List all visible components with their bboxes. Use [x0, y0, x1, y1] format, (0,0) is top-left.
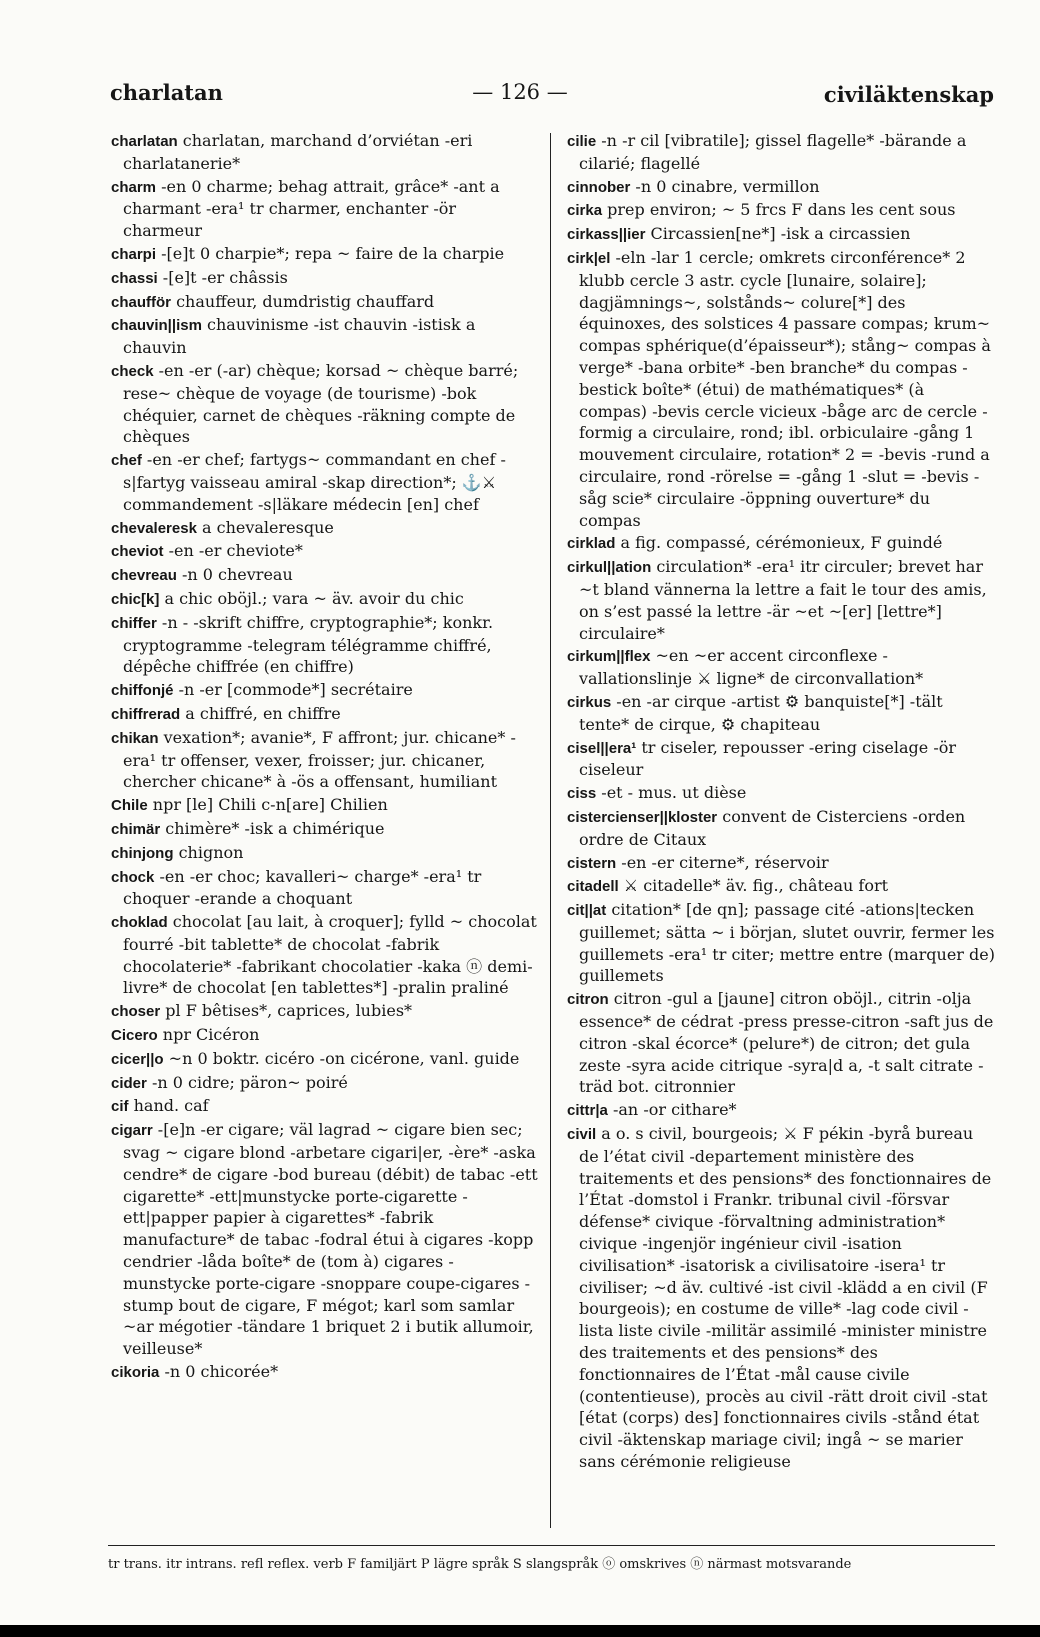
dictionary-entry [111, 1072, 538, 1095]
dictionary-entry [567, 875, 995, 898]
entry-definition: convent de Cisterciens -orden ordre de Citaux [579, 806, 966, 849]
entry-headword: chimär [111, 820, 161, 838]
entry-headword: cirka [567, 202, 603, 220]
dictionary-entry [111, 727, 538, 793]
entry-definition: -n - -skrift chiffre, cryptographie*; konkr. cryptogramme -telegram télégramme chiffré, dépêche chiffrée (en chiffre) [123, 612, 494, 677]
entry-headword: cittr|a [567, 1102, 608, 1120]
entry-definition: ~n 0 boktr. cicéro -on cicérone, vanl. guide [163, 1048, 520, 1068]
entry-definition: a chic oböjl.; vara ~ äv. avoir du chic [159, 588, 464, 608]
dictionary-entry [111, 540, 538, 563]
entry-definition: -en -er chef; fartygs~ commandant en chef -s|fartyg vaisseau amiral -skap direction*; ⚓⚔ commandement -s|läkare médecin [en] chef [123, 450, 506, 514]
entry-headword: cisel||era¹ [567, 739, 637, 757]
footer-rule [108, 1545, 995, 1546]
entry-definition: -[e]t 0 charpie*; repa ~ faire de la charpie [156, 243, 505, 263]
abbreviation-legend: tr trans. itr intrans. refl reflex. verb F familjärt P lägre språk S slangspråk ⓞ omskrives ⓝ närmast motsvarande [108, 1557, 852, 1572]
entry-definition: Circassien[ne*] -isk a circassien [645, 224, 911, 244]
dictionary-entry [111, 517, 538, 540]
dictionary-entry [111, 564, 538, 587]
dictionary-entry [111, 679, 538, 702]
dictionary-entry [111, 1119, 538, 1360]
entry-headword: cilie [567, 133, 597, 150]
entry-definition: citation* [de qn]; passage cité -ations|tecken guillemet; sätta ~ i början, slutet ouvrir, fermer les guillemets -era¹ tr citer; mettre entre (marquer de) guillemets [579, 900, 995, 986]
entry-headword: chaufför [111, 293, 171, 311]
entry-definition: -en -er (-ar) chèque; korsad ~ chèque barré; rese~ chèque de voyage (de tourisme) -bok chéquier, carnet de chèques -räkning compte de chèques [123, 360, 519, 447]
entry-definition: chimère* -isk a chimérique [160, 818, 385, 838]
entry-definition: -en 0 charme; behag attrait, grâce* -ant a charmant -era¹ tr charmer, enchanter -ör charmeur [123, 176, 500, 241]
entry-headword: cif [111, 1098, 129, 1116]
entry-headword: cirklad [567, 535, 616, 553]
entry-headword: cikoria [111, 1364, 160, 1382]
entry-headword: choser [111, 1003, 161, 1021]
dictionary-entry [111, 449, 538, 515]
entry-definition: -et - mus. ut dièse [596, 783, 747, 803]
dictionary-entry [111, 911, 538, 999]
dictionary-entry [567, 1099, 995, 1122]
entry-headword: chiffonjé [111, 682, 174, 700]
entry-definition: a fig. compassé, cérémonieux, F guindé [615, 533, 943, 553]
entry-definition: prep environ; ~ 5 frcs F dans les cent sous [602, 200, 956, 220]
dictionary-entry [111, 1048, 538, 1071]
dictionary-entry [567, 199, 995, 222]
entry-headword: cheviot [111, 543, 164, 561]
dictionary-entry [567, 223, 995, 246]
entry-headword: check [111, 362, 154, 380]
dictionary-entry [111, 360, 538, 448]
entry-headword: Chile [111, 797, 148, 815]
entry-definition: -n 0 chicorée* [159, 1362, 279, 1382]
entry-definition: a chevaleresque [196, 517, 334, 537]
entry-headword: ciss [567, 785, 597, 803]
entry-headword: cit||at [567, 902, 607, 920]
dictionary-entry [567, 247, 995, 531]
entry-headword: chic[k] [111, 590, 160, 608]
dictionary-entry [111, 243, 538, 266]
dictionary-entry [567, 806, 995, 851]
column-divider [550, 133, 551, 1528]
dictionary-entry [567, 1123, 995, 1473]
entry-headword: choklad [111, 914, 168, 932]
left-column [111, 130, 538, 1385]
entry-headword: cirkul||ation [567, 559, 652, 577]
entry-headword: chock [111, 868, 155, 886]
entry-definition: -n 0 cidre; päron~ poiré [146, 1072, 348, 1092]
dictionary-entry [567, 691, 995, 736]
entry-headword: chiffrerad [111, 705, 181, 723]
entry-definition: -n 0 cinabre, vermillon [630, 176, 820, 196]
entry-headword: cirkus [567, 693, 612, 711]
entry-headword: chikan [111, 729, 159, 747]
entry-definition: npr [le] Chili c-n[are] Chilien [147, 795, 388, 815]
entry-headword: charlatan [111, 133, 178, 150]
entry-definition: -[e]t -er châssis [157, 267, 288, 287]
dictionary-entry [567, 176, 995, 199]
entry-headword: cider [111, 1074, 147, 1092]
entry-definition: -en -er citerne*, réservoir [616, 852, 829, 872]
entry-definition: circulation* -era¹ itr circuler; brevet har ~t bland vännerna la lettre a fait le tour des amis, on s’est passé la lettre -är ~et ~[er] [lettre*] circulaire* [579, 557, 987, 643]
dictionary-entry [567, 556, 995, 644]
entry-definition: -en -er choc; kavalleri~ charge* -era¹ tr choquer -erande a choquant [123, 866, 482, 909]
entry-headword: Cicero [111, 1027, 158, 1045]
entry-definition: ~en ~er accent circonflexe -vallationslinje ⚔ ligne* de circonvallation* [579, 646, 924, 689]
entry-definition: hand. caf [128, 1096, 209, 1116]
entry-definition: chauffeur, dumdristig chauffard [171, 291, 435, 311]
entry-headword: cigarr [111, 1122, 153, 1140]
dictionary-entry [111, 1024, 538, 1047]
entry-definition: -en -er cheviote* [163, 541, 303, 561]
entry-definition: -eln -lar 1 cercle; omkrets circonférence* 2 klubb cercle 3 astr. cycle [lunaire, solaire]; dagjämnings~, solstånds~ colure[*] des équinoxes, des solstices 4 passare compas; krum~ compas sphérique(d’épaisseur*); stång~ compas à verge* -bana orbite* -ben branche* du compas -bestick boîte* (étui) de mathématiques* (à compas) -bevis cercle vicieux -båge arc de cercle -formig a circulaire, rond; ibl. orbiculaire -gång 1 mouvement circulaire, rotation* 2 = -bevis -rund a circulaire, rond -rörelse = -gång 1 -slut = -bevis -såg scie* circulaire -öppning ouverture* du compas [579, 247, 991, 530]
entry-headword: cirkum||flex [567, 648, 651, 666]
entry-headword: cistercienser||kloster [567, 808, 718, 826]
entry-definition: ⚔ citadelle* äv. fig., château fort [618, 876, 889, 896]
entry-headword: chinjong [111, 844, 174, 862]
dictionary-entry [111, 291, 538, 314]
dictionary-entry [111, 612, 538, 678]
entry-definition: pl F bêtises*, caprices, lubies* [160, 1001, 413, 1021]
dictionary-entry [111, 1000, 538, 1023]
entry-headword: cinnober [567, 178, 631, 196]
entry-definition: chocolat [au lait, à croquer]; fylld ~ chocolat fourré -bit tablette* de chocolat -fabrik chocolaterie* -fabrikant chocolatier -kaka ⓝ demi-livre* de chocolat [en tablettes*] -pralin praliné [123, 912, 537, 998]
dictionary-entry [567, 852, 995, 875]
entry-headword: citadell [567, 878, 619, 896]
right-column [567, 130, 995, 1474]
header-left-guideword: charlatan [110, 80, 223, 105]
entry-headword: chevaleresk [111, 519, 197, 537]
entry-definition: a chiffré, en chiffre [180, 703, 341, 723]
dictionary-entry [567, 645, 995, 690]
entry-definition: vexation*; avanie*, F affront; jur. chicane* -era¹ tr offenser, vexer, froisser; jur. chicaner, chercher chicane* à -ös a offensant, humiliant [123, 727, 516, 792]
header-right-guideword: civiläktenskap [823, 82, 994, 107]
page-number: — 126 — [472, 80, 568, 104]
entry-headword: cirkass||ier [567, 226, 646, 244]
dictionary-entry [567, 899, 995, 987]
entry-definition: citron -gul a [jaune] citron oböjl., citrin -olja essence* de cédrat -press presse-citron -saft jus de citron -skal écorce* (pelure*) de citron; det gula zeste -syra acide citrique -syra|d a, -t salt citrate -träd bot. citronnier [579, 989, 994, 1097]
entry-definition: npr Cicéron [157, 1025, 260, 1045]
entry-definition: -n -r cil [vibratile]; gissel flagelle* -bärande a cilarié; flagellé [579, 131, 967, 173]
dictionary-entry [111, 130, 538, 175]
entry-headword: cicer||o [111, 1050, 164, 1068]
entry-headword: chauvin||ism [111, 317, 202, 335]
entry-definition: chauvinisme -ist chauvin -istisk a chauvin [123, 315, 476, 358]
entry-definition: -en -ar cirque -artist ⚙ banquiste[*] -tält tente* de cirque, ⚙ chapiteau [579, 691, 943, 734]
dictionary-entry [111, 1095, 538, 1118]
dictionary-entry [567, 737, 995, 782]
entry-headword: citron [567, 991, 609, 1009]
entry-definition: a o. s civil, bourgeois; ⚔ F pékin -byrå bureau de l’état civil -departement ministère des traitements et des pensions* des fonctionnaires de l’État -domstol i Frankr. tribunal civil -försvar défense* civique -förvaltning administration* civique -ingenjör ingénieur civil -isation civilisation* -isatorisk a civilisatoire -isera¹ tr civiliser; ~d äv. cultivé -ist civil -klädd a en civil (F bourgeois); en costume de ville* -lag code civil -lista liste civile -militär assimilé -minister ministre des traitements et des pensions* des fonctionnaires de l’État -mål cause civile (contentieuse), procès au civil -rätt droit civil -stat [état (corps) des] fonctionnaires civils -stånd état civil -äktenskap mariage civil; ingå ~ se marier sans cérémonie religieuse [579, 1124, 992, 1472]
dictionary-entry [111, 588, 538, 611]
dictionary-entry [111, 794, 538, 817]
dictionary-entry [567, 130, 995, 175]
entry-definition: -[e]n -er cigare; väl lagrad ~ cigare bien sec; svag ~ cigare blond -arbetare cigari|er, -ère* -aska cendre* de cigare -bod bureau (débit) de tabac -ett cigarette* -ett|munstycke porte-cigarette -ett|papper papier à cigarettes* -fabrik manufacture* de tabac -fodral étui à cigares -kopp cendrier -låda boîte* de (tom à) cigares -munstycke porte-cigare -snoppare coupe-cigares -stump bout de cigare, F mégot; karl som samlar ~ar mégotier -tändare 1 briquet 2 i butik allumoir, veilleuse* [123, 1120, 538, 1359]
entry-definition: chignon [173, 842, 244, 862]
dictionary-entry [111, 842, 538, 865]
dictionary-entry [567, 782, 995, 805]
dictionary-entry [111, 267, 538, 290]
entry-definition: charlatan, marchand d’orviétan -eri charlatanerie* [123, 131, 473, 173]
entry-headword: cistern [567, 854, 617, 872]
entry-headword: chiffer [111, 614, 157, 632]
entry-headword: chassi [111, 269, 158, 287]
dictionary-entry [567, 532, 995, 555]
dictionary-entry [111, 818, 538, 841]
dictionary-entry [111, 866, 538, 911]
entry-headword: chevreau [111, 567, 177, 585]
dictionary-entry [111, 314, 538, 359]
entry-headword: chef [111, 452, 142, 470]
entry-headword: cirk|el [567, 249, 611, 267]
dictionary-entry [111, 176, 538, 242]
entry-headword: civil [567, 1126, 597, 1144]
entry-definition: tr ciseler, repousser -ering ciselage -ör ciseleur [579, 737, 957, 780]
entry-definition: -n 0 chevreau [176, 565, 293, 585]
dictionary-entry [567, 988, 995, 1098]
dictionary-entry [111, 1361, 538, 1384]
entry-definition: -n -er [commode*] secrétaire [173, 680, 413, 700]
entry-headword: charpi [111, 245, 157, 263]
entry-headword: charm [111, 178, 157, 196]
dictionary-entry [111, 703, 538, 726]
entry-definition: -an -or cithare* [607, 1100, 737, 1120]
